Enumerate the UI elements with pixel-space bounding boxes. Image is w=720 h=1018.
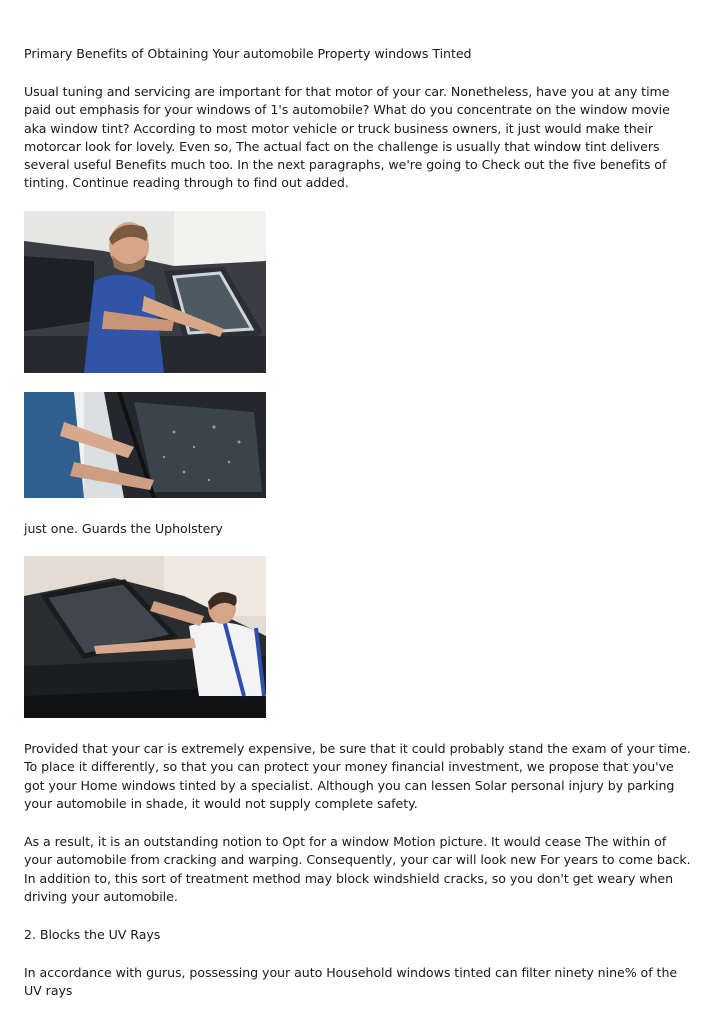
- uv-rays-paragraph: In accordance with gurus, possessing your auto Household windows tinted can filter ninety nine% of the UV rays: [24, 965, 678, 999]
- upholstery-paragraph-1: Provided that your car is extremely expensive, be sure that it could probably stand the exam of your time. To place it differently, so that you can protect your money financial investment, we propose that you've got your Home windows tinted by a specialist. Although you can lessen Solar personal injury by parking your automobile in shade, it would not supply complete safety.: [24, 741, 691, 811]
- windshield-tint-photo: [24, 556, 266, 718]
- intro-paragraph: Usual tuning and servicing are important for that motor of your car. Nonetheless, have you at any time paid out emphasis for your windows of 1's automobile? What do you concentrate on the window movie aka window tint? According to most motor vehicle or truck business owners, it just would make their motorcar look for lovely. Even so, The actual fact on the challenge is usually that window tint delivers several useful Benefits much too. In the next paragraphs, we're going to Check out the five benefits of tinting. Continue reading through to find out added.: [24, 84, 670, 191]
- section-heading-upholstery: just one. Guards the Upholstery: [24, 521, 223, 536]
- section-heading-uv-rays: 2. Blocks the UV Rays: [24, 927, 161, 942]
- article-title: Primary Benefits of Obtaining Your automobile Property windows Tinted: [24, 46, 472, 61]
- upholstery-paragraph-2: As a result, it is an outstanding notion to Opt for a window Motion picture. It would cease The within of your automobile from cracking and warping. Consequently, your car will look new For years to come back. In addition to, this sort of treatment method may block windshield cracks, so you don't get weary when driving your automobile.: [24, 834, 691, 904]
- tint-installer-photo: [24, 211, 266, 373]
- window-film-spray-photo: [24, 392, 266, 498]
